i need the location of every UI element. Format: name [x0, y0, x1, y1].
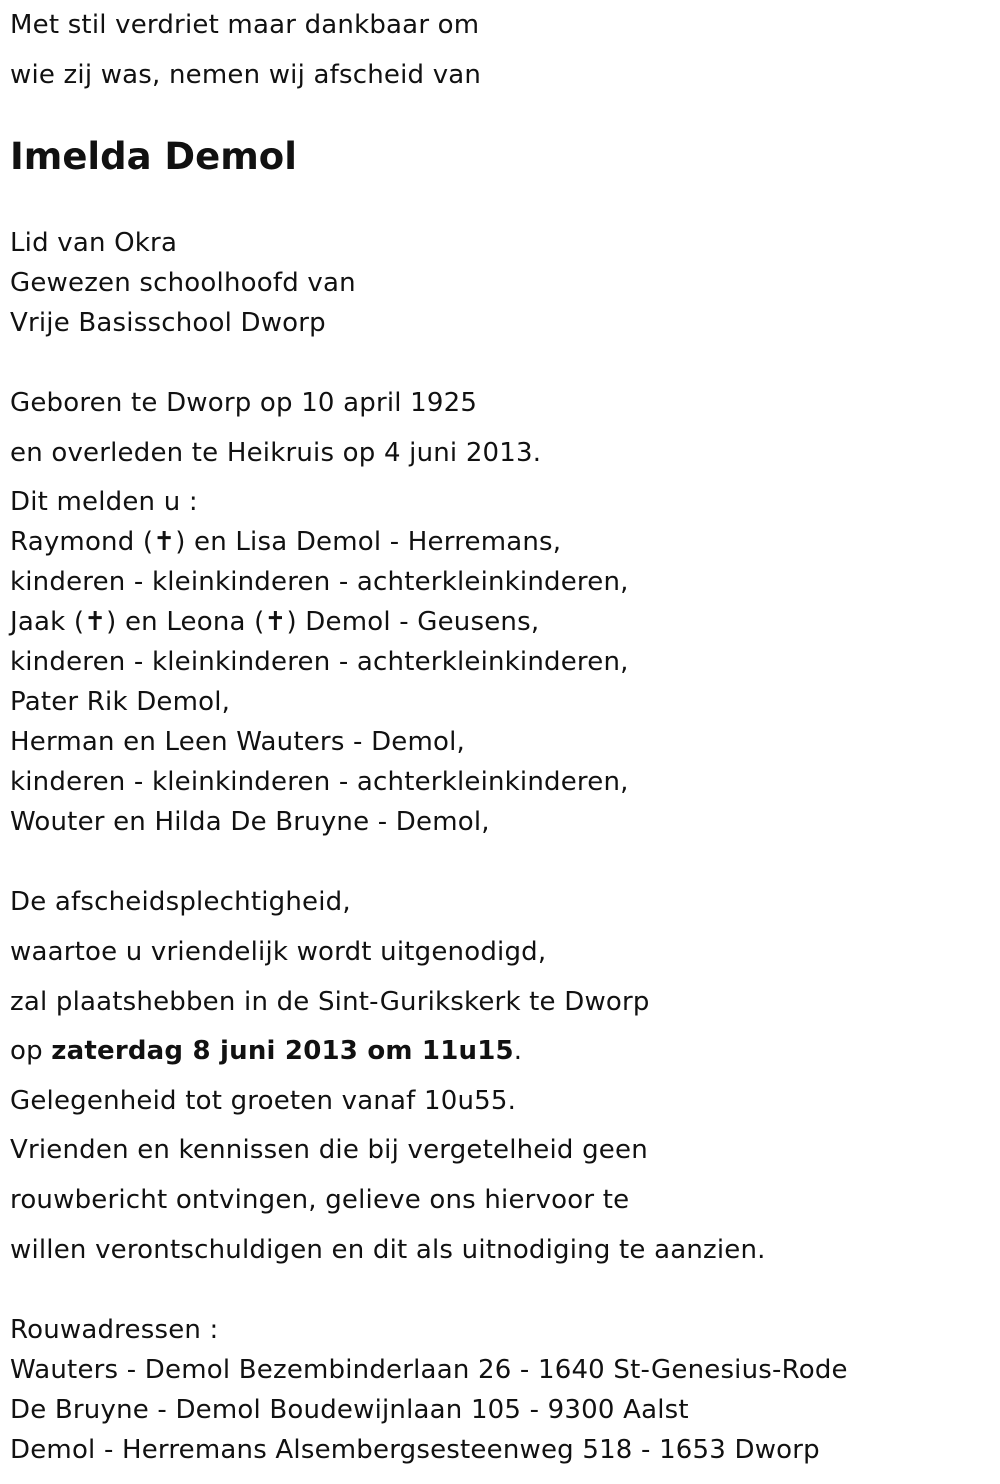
family-intro: Dit melden u : — [10, 487, 198, 517]
ceremony-line-3: zal plaatshebben in de Sint-Gurikskerk te Dworp — [10, 987, 650, 1017]
ceremony-line-2: waartoe u vriendelijk wordt uitgenodigd, — [10, 937, 547, 967]
notice-line: willen verontschuldigen en dit als uitnodiging te aanzien. — [10, 1235, 766, 1265]
family-line: kinderen - kleinkinderen - achterkleinkinderen, — [10, 647, 629, 677]
notice-line: rouwbericht ontvingen, gelieve ons hiervoor te — [10, 1185, 630, 1215]
address-line: Wauters - Demol Bezembinderlaan 26 - 1640 St-Genesius-Rode — [10, 1355, 848, 1385]
ceremony-date-prefix: op — [10, 1036, 52, 1066]
role-line: Gewezen schoolhoofd van — [10, 268, 356, 298]
family-line: kinderen - kleinkinderen - achterkleinkinderen, — [10, 567, 629, 597]
role-line: Lid van Okra — [10, 228, 178, 258]
family-line: Jaak (✝) en Leona (✝) Demol - Geusens, — [10, 607, 540, 637]
addresses-heading: Rouwadressen : — [10, 1315, 219, 1345]
intro-line-1: Met stil verdriet maar dankbaar om — [10, 10, 480, 40]
ceremony-date-suffix: . — [513, 1036, 523, 1066]
intro-line-2: wie zij was, nemen wij afscheid van — [10, 60, 482, 90]
family-line: Pater Rik Demol, — [10, 687, 231, 717]
death-line: en overleden te Heikruis op 4 juni 2013. — [10, 438, 542, 468]
deceased-name: Imelda Demol — [10, 135, 297, 178]
family-line: Wouter en Hilda De Bruyne - Demol, — [10, 807, 490, 837]
ceremony-line-1: De afscheidsplechtigheid, — [10, 887, 351, 917]
greeting-time: Gelegenheid tot groeten vanaf 10u55. — [10, 1086, 517, 1116]
ceremony-date-line — [10, 1036, 522, 1066]
address-line: Demol - Herremans Alsembergsesteenweg 518 - 1653 Dworp — [10, 1435, 820, 1465]
notice-line: Vrienden en kennissen die bij vergetelheid geen — [10, 1135, 648, 1165]
birth-line: Geboren te Dworp op 10 april 1925 — [10, 388, 478, 418]
family-line: Herman en Leen Wauters - Demol, — [10, 727, 466, 757]
family-line: kinderen - kleinkinderen - achterkleinkinderen, — [10, 767, 629, 797]
ceremony-date: zaterdag 8 juni 2013 om 11u15 — [51, 1036, 514, 1066]
address-line: De Bruyne - Demol Boudewijnlaan 105 - 9300 Aalst — [10, 1395, 689, 1425]
family-line: Raymond (✝) en Lisa Demol - Herremans, — [10, 527, 562, 557]
role-line: Vrije Basisschool Dworp — [10, 308, 326, 338]
